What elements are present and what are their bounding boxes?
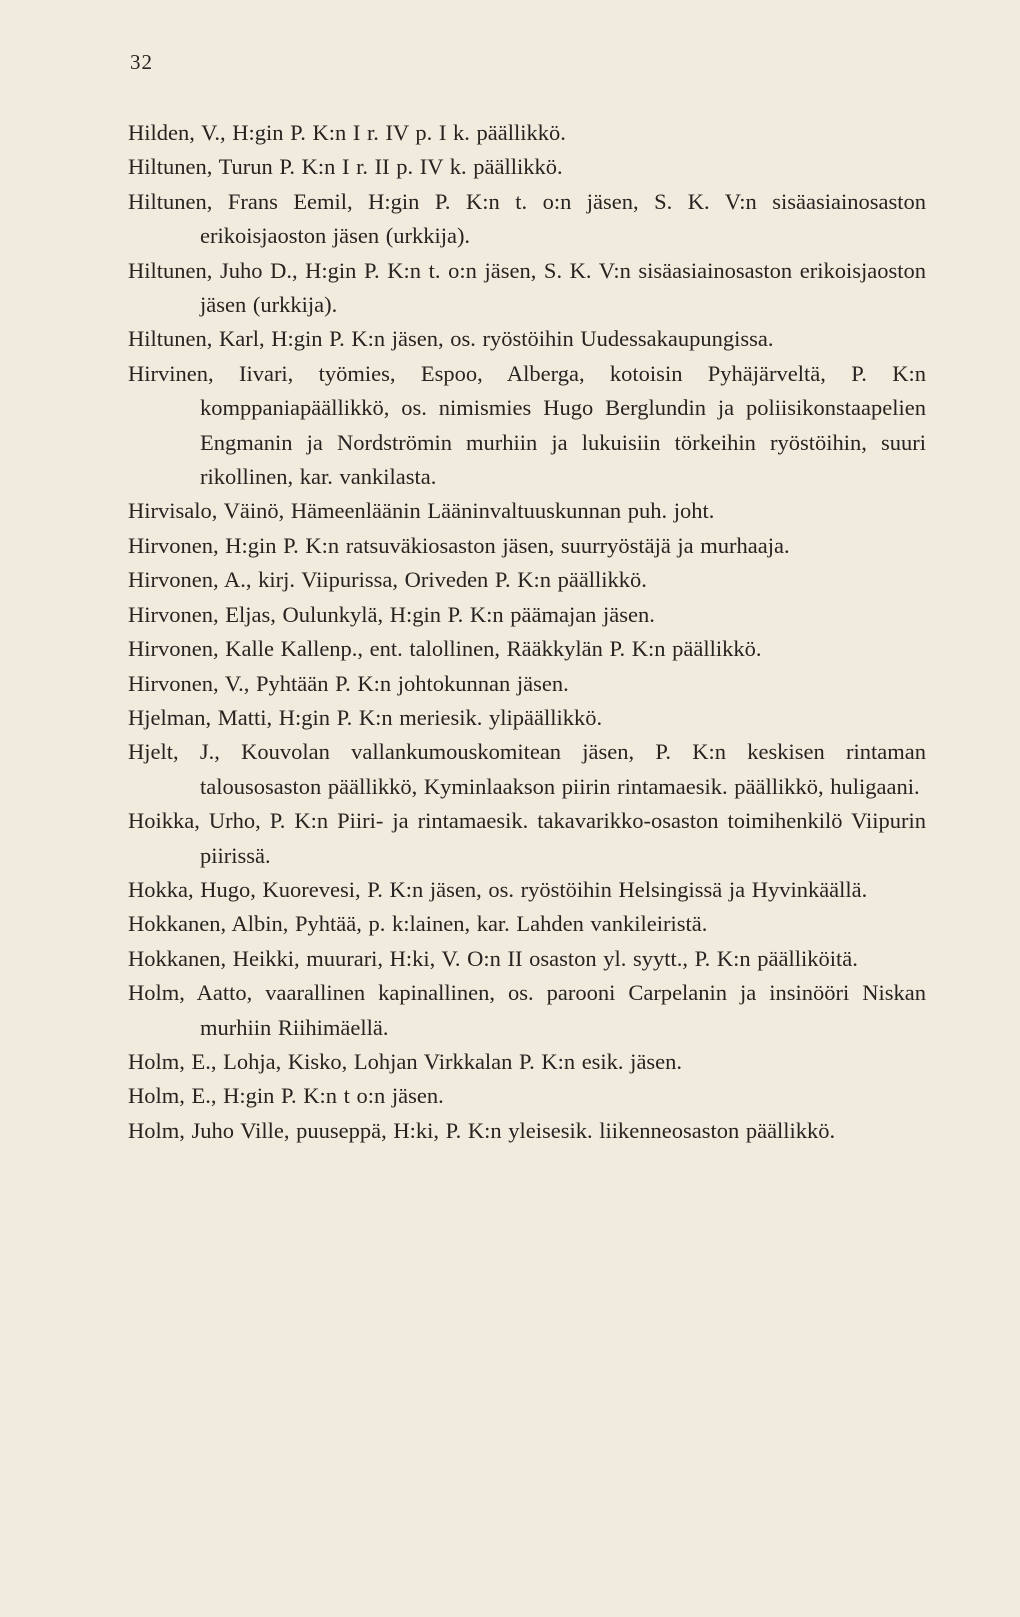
- entry: Hirvonen, Eljas, Oulunkylä, H:gin P. K:n päämajan jäsen.: [128, 601, 655, 627]
- entry: Hokkanen, Heikki, muurari, H:ki, V. O:n II osaston yl. syytt., P. K:n päälliköitä.: [128, 945, 858, 971]
- entry: Hirvonen, Kalle Kallenp., ent. talollinen, Rääkkylän P. K:n päällikkö.: [128, 636, 762, 662]
- entry: Hokka, Hugo, Kuorevesi, P. K:n jäsen, os. ryöstöihin Helsingissä ja Hyvinkäällä.: [128, 876, 868, 902]
- entry: Holm, E., H:gin P. K:n t o:n jäsen.: [128, 1083, 444, 1109]
- entry: Hirvonen, H:gin P. K:n ratsuväkiosaston jäsen, suurryöstäjä ja murhaaja.: [128, 532, 790, 558]
- entry: Hiltunen, Turun P. K:n I r. II p. IV k. päällikkö.: [128, 154, 563, 180]
- entry: Hirvisalo, Väinö, Hämeenläänin Lääninvaltuuskunnan puh. joht.: [128, 498, 715, 524]
- entry: Hiltunen, Karl, H:gin P. K:n jäsen, os. ryöstöihin Uudessakaupungissa.: [128, 326, 774, 352]
- entry-list: [128, 116, 926, 1148]
- entry: Holm, Aatto, vaarallinen kapinallinen, os. parooni Carpelanin ja insinööri Niskan murhiin Riihimäellä.: [128, 980, 926, 1040]
- entry: Hirvonen, A., kirj. Viipurissa, Oriveden P. K:n päällikkö.: [128, 567, 647, 593]
- entry: Hjelt, J., Kouvolan vallankumouskomitean jäsen, P. K:n keskisen rintaman talousosaston päällikkö, Kyminlaakson piirin rintamaesik. päällikkö, huligaani.: [128, 739, 926, 799]
- entry: Hoikka, Urho, P. K:n Piiri- ja rintamaesik. takavarikko-osaston toimihenkilö Viipurin piirissä.: [128, 808, 926, 868]
- entry: Hiltunen, Juho D., H:gin P. K:n t. o:n jäsen, S. K. V:n sisäasiainosaston erikoisjaoston jäsen (urkkija).: [128, 257, 926, 318]
- entry: Holm, E., Lohja, Kisko, Lohjan Virkkalan P. K:n esik. jäsen.: [128, 1048, 683, 1074]
- entry: Hokkanen, Albin, Pyhtää, p. k:lainen, kar. Lahden vankileiristä.: [128, 911, 708, 937]
- entry: Hjelman, Matti, H:gin P. K:n meriesik. ylipäällikkö.: [128, 704, 603, 730]
- entry: Hirvinen, Iivari, työmies, Espoo, Alberga, kotoisin Pyhäjärveltä, P. K:n komppaniapäällikkö, os. nimismies Hugo Berglundin ja poliisikonstaapelien Engmanin ja Nordströmin murhiin ja lukuisiin törkeihin ryöstöihin, suuri rikollinen, kar. vankilasta.: [128, 360, 926, 490]
- entry: Hirvonen, V., Pyhtään P. K:n johtokunnan jäsen.: [128, 670, 569, 696]
- entry: Hiltunen, Frans Eemil, H:gin P. K:n t. o:n jäsen, S. K. V:n sisäasiainosaston erikoisjaoston jäsen (urkkija).: [128, 188, 926, 249]
- page-number: 32: [130, 50, 153, 74]
- entry: Holm, Juho Ville, puuseppä, H:ki, P. K:n yleisesik. liikenneosaston päällikkö.: [128, 1117, 836, 1143]
- entry: Hilden, V., H:gin P. K:n I r. IV p. I k. päällikkö.: [128, 120, 566, 145]
